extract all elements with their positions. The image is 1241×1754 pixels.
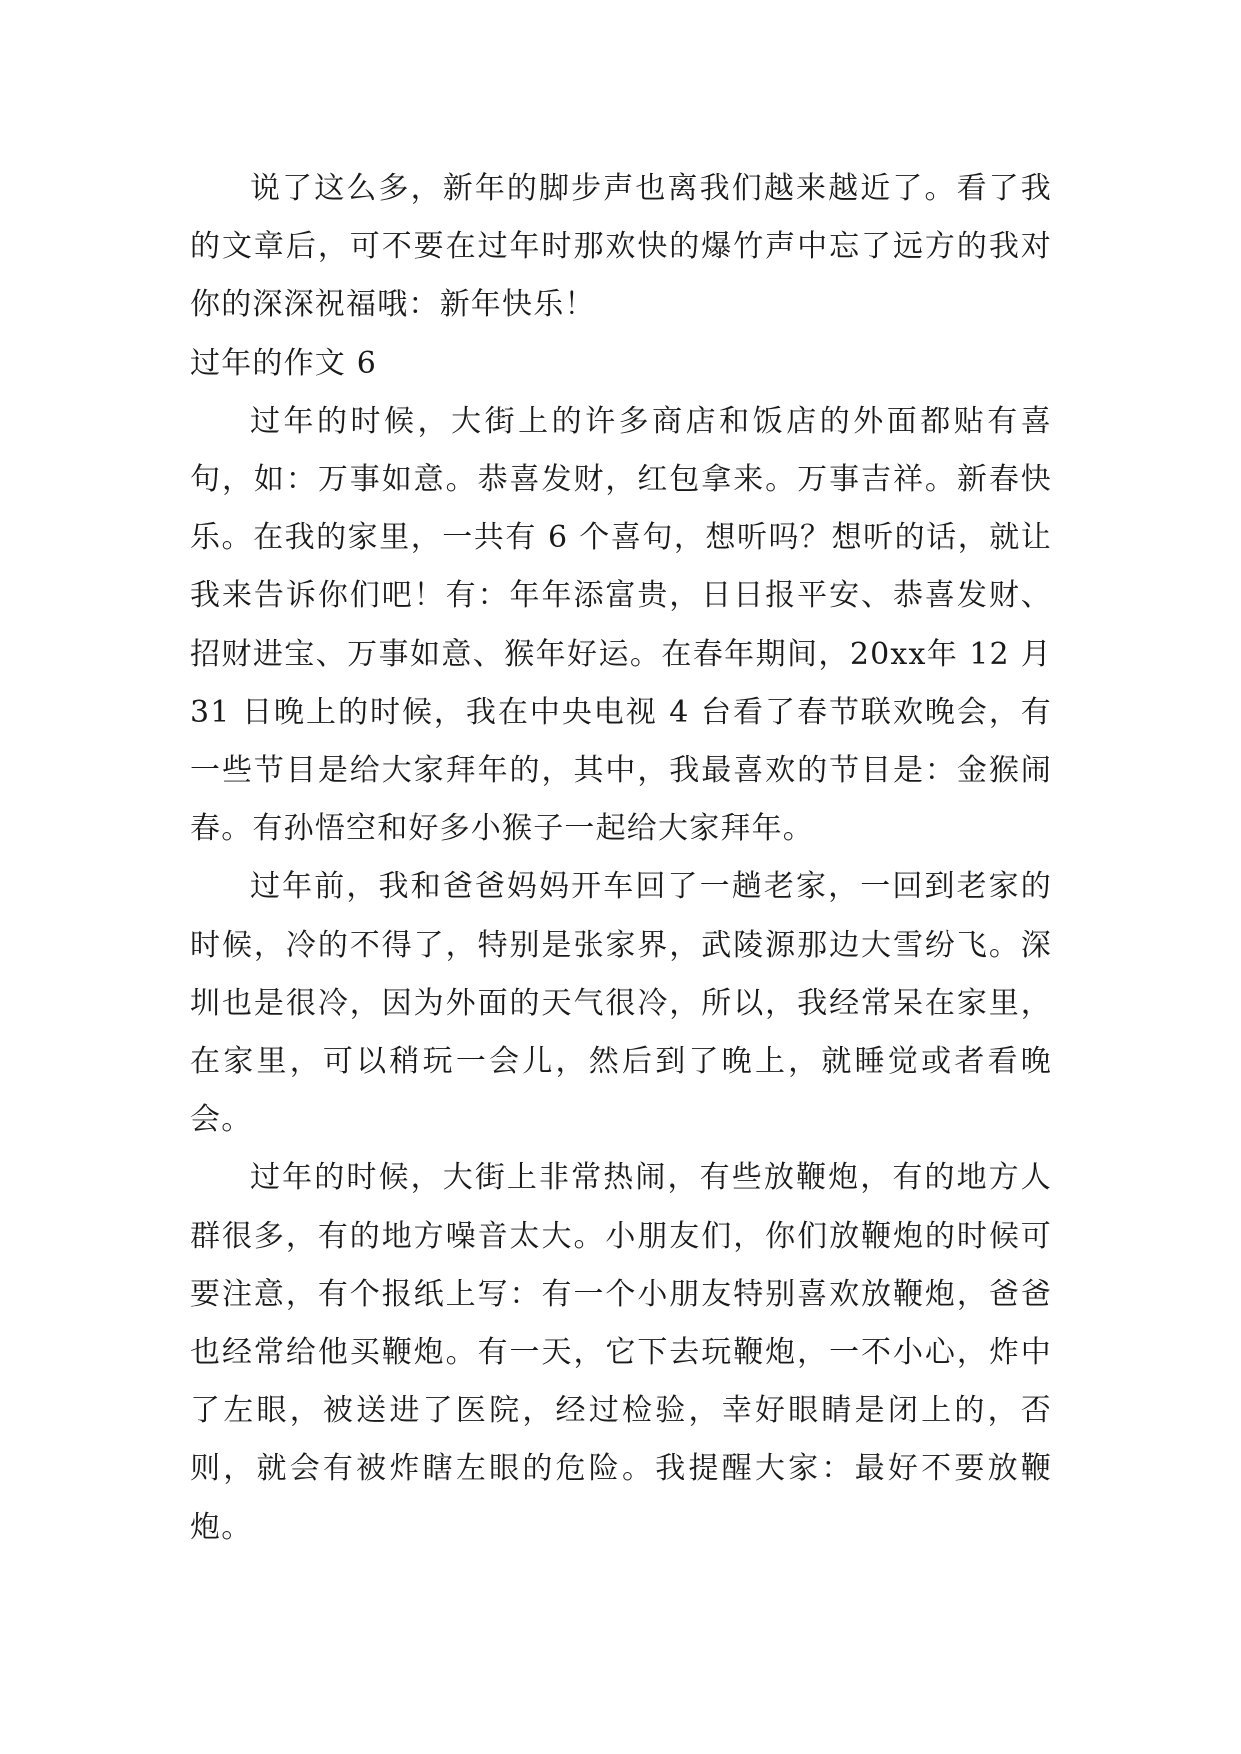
closing-paragraph: 说了这么多，新年的脚步声也离我们越来越近了。看了我的文章后，可不要在过年时那欢快的爆竹声中忘了远方的我对你的深深祝福哦：新年快乐！ [190,171,1052,323]
section-paragraph-2: 过年前，我和爸爸妈妈开车回了一趟老家，一回到老家的时候，冷的不得了，特别是张家界，武陵源那边大雪纷飞。深圳也是很冷，因为外面的天气很冷，所以，我经常呆在家里，在家里，可以稍玩一会儿，然后到了晚上，就睡觉或者看晚会。 [190,869,1052,1138]
section-heading: 过年的作文 6 [190,345,378,381]
section-paragraph-3: 过年的时候，大街上非常热闹，有些放鞭炮，有的地方人群很多，有的地方噪音太大。小朋友们，你们放鞭炮的时候可要注意，有个报纸上写：有一个小朋友特别喜欢放鞭炮，爸爸也经常给他买鞭炮。有一天，它下去玩鞭炮，一不小心，炸中了左眼，被送进了医院，经过检验，幸好眼睛是闭上的，否则，就会有被炸瞎左眼的危险。我提醒大家：最好不要放鞭炮。 [190,1160,1052,1545]
section-paragraph-1: 过年的时候，大街上的许多商店和饭店的外面都贴有喜句，如：万事如意。恭喜发财，红包拿来。万事吉祥。新春快乐。在我的家里，一共有 6 个喜句，想听吗？想听的话，就让我来告诉你们吧！有：年年添富贵，日日报平安、恭喜发财、招财进宝、万事如意、猴年好运。在春年期间，20xx年 12 月 31 日晚上的时候，我在中央电视 4 台看了春节联欢晚会，有一些节目是给大家拜年的，其中，我最喜欢的节目是：金猴闹春。有孙悟空和好多小猴子一起给大家拜年。 [190,403,1052,847]
document-body [190,160,1052,1557]
